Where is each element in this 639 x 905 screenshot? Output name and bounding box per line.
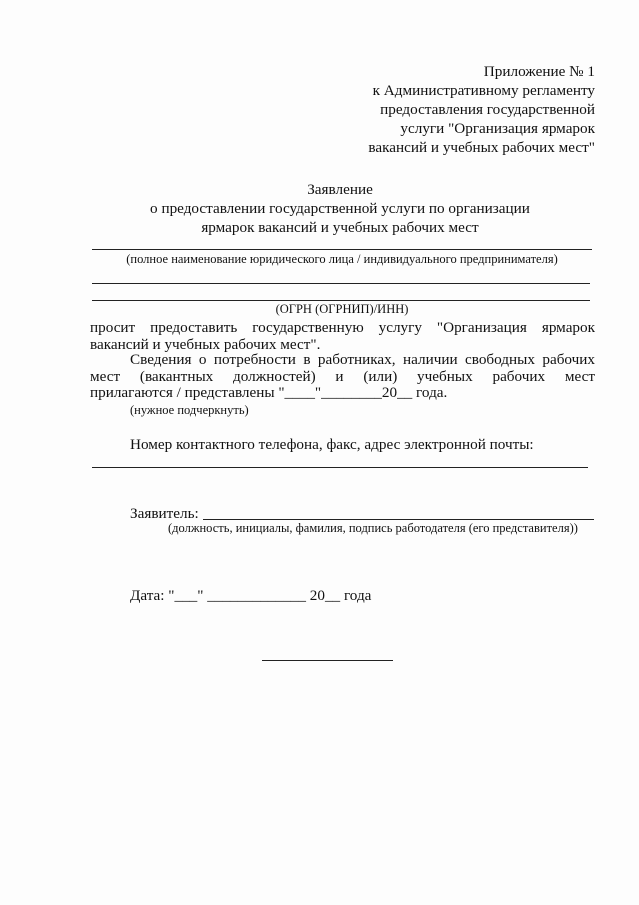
ogrn-line[interactable] (92, 300, 590, 301)
org-name-line-2[interactable] (92, 283, 590, 284)
document-title (90, 180, 590, 237)
title-line-3: ярмарок вакансий и учебных рабочих мест (201, 219, 479, 236)
title-line-2: о предоставлении государственной услуги по организации (150, 200, 530, 217)
info-line-2: мест (вакантных должностей) и (или) учебных рабочих мест (90, 367, 595, 385)
request-line-1: просит предоставить государственную услугу "Организация ярмарок (90, 319, 595, 336)
applicant-label: Заявитель: (130, 505, 199, 522)
appendix-line-2: к Административному регламенту (372, 82, 595, 99)
org-name-caption: (полное наименование юридического лица / индивидуального предпринимателя) (126, 252, 558, 266)
date-label[interactable]: Дата: "___" _____________ 20__ года (130, 587, 372, 604)
appendix-line-3: предоставления государственной (380, 101, 595, 118)
ogrn-caption: (ОГРН (ОГРНИП)/ИНН) (275, 302, 409, 316)
info-line-3: прилагаются / представлены "____"________20__ года. (90, 384, 448, 401)
applicant-caption: (должность, инициалы, фамилия, подпись работодателя (его представителя)) (168, 521, 578, 535)
appendix-header (295, 62, 595, 157)
closing-line (262, 660, 393, 661)
info-line-1: Сведения о потребности в работниках, наличии свободных рабочих (130, 351, 595, 368)
org-name-line[interactable] (92, 249, 592, 250)
contact-label: Номер контактного телефона, факс, адрес электронной почты: (130, 436, 534, 453)
contact-line[interactable] (92, 467, 588, 468)
request-paragraph (90, 320, 595, 353)
info-paragraph (90, 352, 595, 402)
title-line-1: Заявление (307, 181, 373, 198)
applicant-line[interactable] (203, 519, 594, 520)
appendix-line-4: услуги "Организация ярмарок (400, 120, 595, 137)
appendix-line-1: Приложение № 1 (483, 63, 595, 80)
underline-note: (нужное подчеркнуть) (130, 403, 249, 417)
appendix-line-5: вакансий и учебных рабочих мест" (368, 139, 595, 156)
request-line-2: вакансий и учебных рабочих мест". (90, 335, 321, 353)
